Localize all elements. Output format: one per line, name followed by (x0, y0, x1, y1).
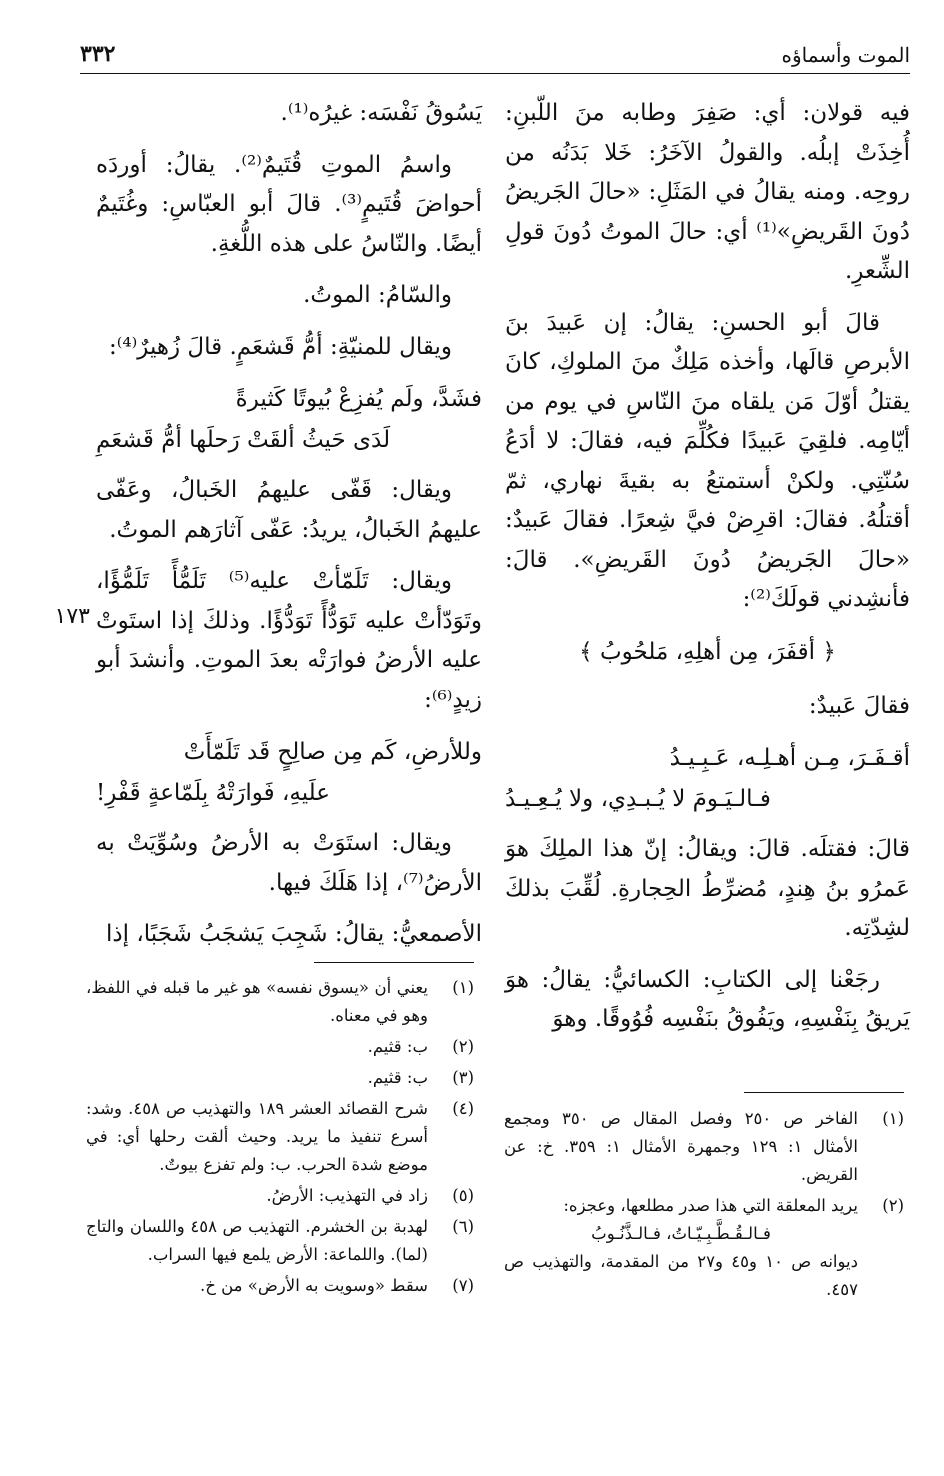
footnotes-right (504, 1105, 904, 1307)
footnote-text: ب: قثيم. (367, 1037, 428, 1056)
footnote-text: شرح القصائد العشر ١٨٩ والتهذيب ص ٤٥٨. وشد: أسرع تنفيذ ما يريد. وحيث ألقت رحلها أي: في موضع شدة الحرب. ب: ولم تفزع بيوتٌ. (86, 1099, 428, 1174)
paragraph: فقالَ عَبيدٌ: (808, 692, 910, 719)
verse-hemistich: ﴿ أقفَرَ، مِن أهلِهِ، مَلحُوبُ ﴾ (579, 638, 836, 665)
paragraph: ويقال: قَفّى عليهمُ الخَبالُ، وعَفّى عليهمُ الخَبالُ، يريدُ: عَفّى آثارَهم الموتُ. (96, 477, 482, 543)
paragraph: ويقال: تَلَمّأتْ عليه⁽⁵⁾ تَلَمُّأً تَلَمُّؤًا، وتَوَدّأتْ عليه تَوَدُّأً تَوَدُّؤًا. وذلكَ إذا استَوتْ عليه الأرضُ فوارَتْه بعدَ الموتِ. وأنشدَ أبو زيدٍ⁽⁶⁾: (96, 568, 482, 713)
footnote-body (504, 1192, 858, 1304)
footnote-number: (٥) (452, 1186, 474, 1205)
footnote-number: (٣) (452, 1068, 474, 1087)
footnote (86, 1272, 474, 1300)
footnote (86, 974, 474, 1030)
footnote-text: يريد المعلقة التي هذا صدر مطلعها، وعجزه: (563, 1196, 858, 1215)
footnote (86, 1064, 474, 1092)
verse-line: وللأرضِ، كَم مِن صالِحٍ قَد تَلَمّأَتْ (183, 739, 482, 765)
footnote-text: الفاخر ص ٢٥٠ وفصل المقال ص ٣٥٠ ومجمع الأمثال ١: ١٢٩ وجمهرة الأمثال ١: ٣٥٩. خ: عن القريض. (504, 1109, 858, 1184)
left-text-column (96, 94, 482, 967)
paragraph: والسّامُ: الموتُ. (303, 282, 452, 308)
footnote-number: (١) (452, 978, 474, 997)
footnote-number: (٤) (452, 1099, 474, 1118)
paragraph: فيه قولان: أي: صَفِرَ وطابه منَ اللّبنِ: أُخِذَتْ إبلُه. والقولُ الآخَرُ: خَلا بَدَنُه من روحِه. ومنه يقالُ في المَثَلِ: «حالَ الجَريضُ دُونَ القَريضِ»⁽¹⁾ أي: حالَ الموتُ دُونَ قولِ الشِّعرِ. (505, 100, 910, 284)
footnote-text: زاد في التهذيب: الأرضُ. (266, 1186, 428, 1205)
page-number: ٣٣٢ (80, 41, 116, 67)
footnote-text: يعني أن «يسوق نفسه» هو غير ما قبله في اللفظ، وهو في معناه. (86, 978, 428, 1025)
footnote-text: سقط «وسويت به الأرض» من خ. (199, 1276, 428, 1295)
footnote-text: لهدبة بن الخشرم. التهذيب ص ٤٥٨ واللسان والتاج (لما). واللماعة: الأرض يلمع فيها السراب. (86, 1217, 428, 1264)
footnote-text: ب: قثيم. (367, 1068, 428, 1087)
margin-page-reference: ١٧٣ (54, 604, 90, 629)
footnote (86, 1182, 474, 1210)
paragraph: قالَ: فقتلَه. قالَ: ويقالُ: إنّ هذا الملِكَ هوَ عَمرُو بنُ هِندٍ، مُضرِّطُ الحِجارةِ. لُقِّبَ بذلكَ لشِدّتِه. (505, 836, 910, 941)
footnote (504, 1192, 904, 1304)
verse-line: فـالـيَـومَ لا يُـبـدِي، ولا يُـعِـيـدُ (505, 786, 771, 812)
footnote-number: (١) (882, 1109, 904, 1128)
paragraph: ويقال للمنيّةِ: أمُّ قَشعَمٍ. قالَ زُهيرٌ⁽⁴⁾: (108, 333, 452, 360)
paragraph: واسمُ الموتِ قُتَيمٌ⁽²⁾. يقالُ: أوردَه أحواضَ قُتَيمٍ⁽³⁾. قالَ أبو العبّاسِ: وغُتَيمٌ أيضًا. والنّاسُ على هذه اللُّغةِ. (96, 151, 482, 257)
paragraph: ويقال: استَوَتْ به الأرضُ وسُوِّيَتْ به الأرضُ⁽⁷⁾، إذا هَلَكَ فيها. (96, 830, 482, 896)
page-header (80, 34, 910, 74)
footnote-number: (٦) (452, 1217, 474, 1236)
footnote-separator (744, 1092, 904, 1093)
paragraph: قالَ أبو الحسنِ: يقالُ: إن عَبيدَ بنَ الأبرصِ قالَها، وأخذه مَلِكٌ منَ الملوكِ، كانَ يقتلُ أوّلَ مَن يلقاه منَ النّاسِ في يوم من أيّامِه. فلقِيَ عَبيدًا فكُلِّمَ فيه، فقالَ: لا أدَعُ سُنّتِي. ولكنْ أستمتعُ به بقيةَ نهاري، ثمّ أقتلُهُ. فقالَ: اقرِضْ فيَّ شِعرًا. فقالَ عَبيدٌ: «حالَ الجَريضُ دُونَ القَريضِ». قالَ: فأنشِدني قولَكَ⁽²⁾: (505, 309, 910, 612)
verse (96, 732, 482, 814)
footnote-text: ديوانه ص ١٠ و٤٥ و٢٧ من المقدمة، والتهذيب ص ٤٥٧. (504, 1252, 858, 1299)
verse-line: لَدَى حَيثُ ألقَتْ رَحلَها أمُّ قَشعَمِ (96, 427, 391, 453)
footnote (504, 1105, 904, 1189)
paragraph: رجَعْنا إلى الكتابِ: الكسائيُّ: يقالُ: هوَ يَريقُ بِنَفْسِهِ، ويَفُوقُ بنَفْسِه فُوُوقًا. وهوَ (505, 966, 910, 1032)
paragraph: الأصمعيُّ: يقالُ: شَجِبَ يَشجَبُ شَجَبًا، إذا (106, 921, 482, 947)
right-text-column (505, 94, 910, 1052)
footnote-number: (٧) (452, 1276, 474, 1295)
footnote (86, 1033, 474, 1061)
verse-line: فشَدَّ، ولَم يُفزِعْ بُيوتًا كَثيرةً (235, 386, 482, 412)
verse-line: علَيهِ، فَوارَتْهُ بِلَمّاعةٍ قَفْرِ! (96, 780, 331, 806)
footnote-verse: فـالـقُـطَّـبِـيّـاتُ، فـالـذَّنُـوبُ (591, 1224, 771, 1243)
verse (505, 738, 910, 820)
paragraph: يَسُوقُ نَفْسَه: غيرُه⁽¹⁾. (280, 100, 482, 126)
footnote (86, 1213, 474, 1269)
footnote-number: (٢) (452, 1037, 474, 1056)
footnote (86, 1095, 474, 1179)
verse-line: أقـفَـرَ، مِـن أهـلِـه، عَـبِـيـدُ (669, 745, 910, 771)
running-title: الموت وأسماؤه (781, 43, 910, 67)
footnotes-left (86, 974, 474, 1303)
footnote-separator (314, 962, 474, 963)
verse (96, 379, 482, 461)
footnote-number: (٢) (882, 1196, 904, 1215)
